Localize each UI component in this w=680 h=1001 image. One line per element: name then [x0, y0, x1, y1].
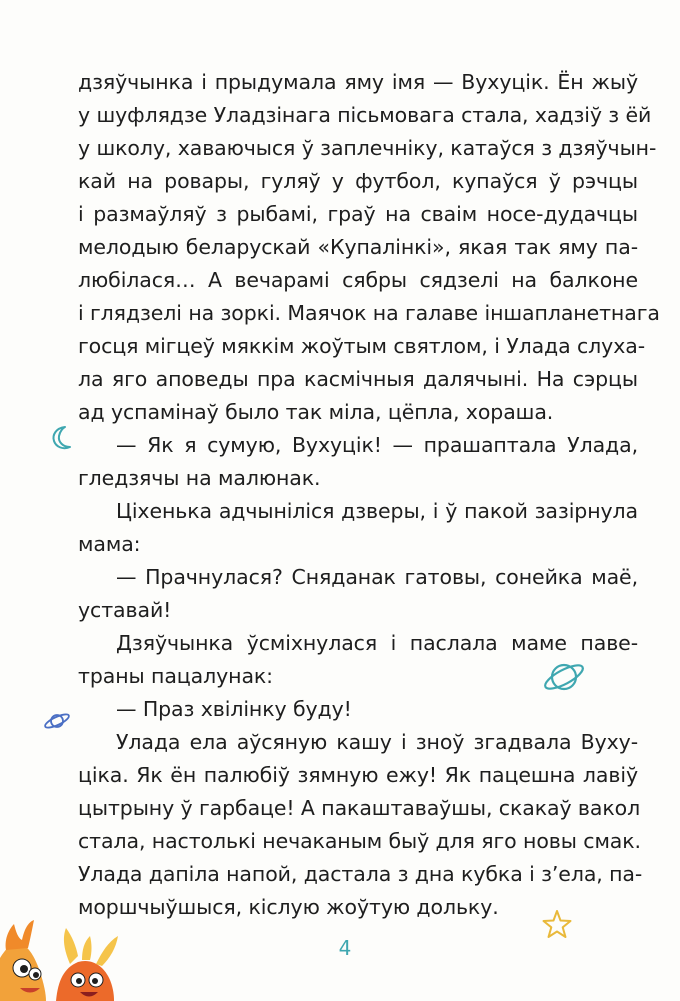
text-line-6: мелодыю беларускай «Купалінкі», якая так яму па- [78, 235, 638, 259]
text-line-3: у школу, хаваючыся ў заплечніку, катаўся з дзяўчын- [78, 136, 657, 160]
small-planet-icon [42, 708, 72, 734]
text-line-5: і размаўляў з рыбамі, граў на сваім носе-дудачцы [78, 202, 638, 226]
text-line-1: дзяўчынка і прыдумала яму імя — Вухуцік. Ён жыў [78, 70, 638, 94]
text-line-2: у шуфлядзе Уладзінага пісьмовага стала, хадзіў з ёй [78, 103, 652, 127]
star-icon [540, 908, 574, 942]
text-line-14: Ціхенька адчыніліся дзверы, і ў пакой зазірнула [116, 499, 638, 523]
text-line-13: гледзячы на малюнак. [78, 466, 321, 490]
text-line-23: цытрыну ў гарбаце! А пакаштаваўшы, скакаў вакол [78, 796, 641, 820]
text-line-25: Улада дапіла напой, дастала з дна кубка і з’ела, па- [78, 862, 643, 886]
text-line-20: — Праз хвілінку буду! [116, 697, 352, 721]
text-line-15: мама: [78, 532, 141, 556]
page-number: 4 [338, 936, 352, 960]
text-line-26: моршчыўшыся, кіслую жоўтую дольку. [78, 895, 499, 919]
text-line-4: кай на ровары, гуляў у футбол, купаўся ў рэчцы [78, 169, 638, 193]
crescent-moon-icon [48, 424, 74, 452]
cartoon-creatures-illustration [0, 910, 140, 1001]
text-line-24: стала, настолькі нечаканым быў для яго новы смак. [78, 829, 641, 853]
text-line-22: ціка. Як ён палюбіў зямную ежу! Як пацешна лавіў [78, 763, 638, 787]
text-line-16: — Прачнулася? Сняданак гатовы, сонейка маё, [116, 565, 638, 589]
planet-icon [540, 654, 588, 700]
text-line-10: ла яго аповеды пра касмічныя далячыні. На сэрцы [78, 367, 638, 391]
text-line-11: ад успамінаў было так міла, цёпла, хораша. [78, 400, 554, 424]
story-text [78, 66, 660, 924]
text-line-19: траны пацалунак: [78, 664, 273, 688]
text-line-18: Дзяўчынка ўсміхнулася і паслала маме паве- [116, 631, 638, 655]
text-line-7: любілася… А вечарамі сябры сядзелі на балконе [78, 268, 638, 292]
text-line-17: уставай! [78, 598, 172, 622]
text-line-8: і глядзелі на зоркі. Маячок на галаве іншапланетнага [78, 301, 660, 325]
text-line-21: Улада ела аўсяную кашу і зноў згадвала Вуху- [116, 730, 638, 754]
text-line-9: госця мігцеў мяккім жоўтым святлом, і Улада слуха- [78, 334, 646, 358]
text-line-12: — Як я сумую, Вухуцік! — прашаптала Улада, [116, 433, 638, 457]
